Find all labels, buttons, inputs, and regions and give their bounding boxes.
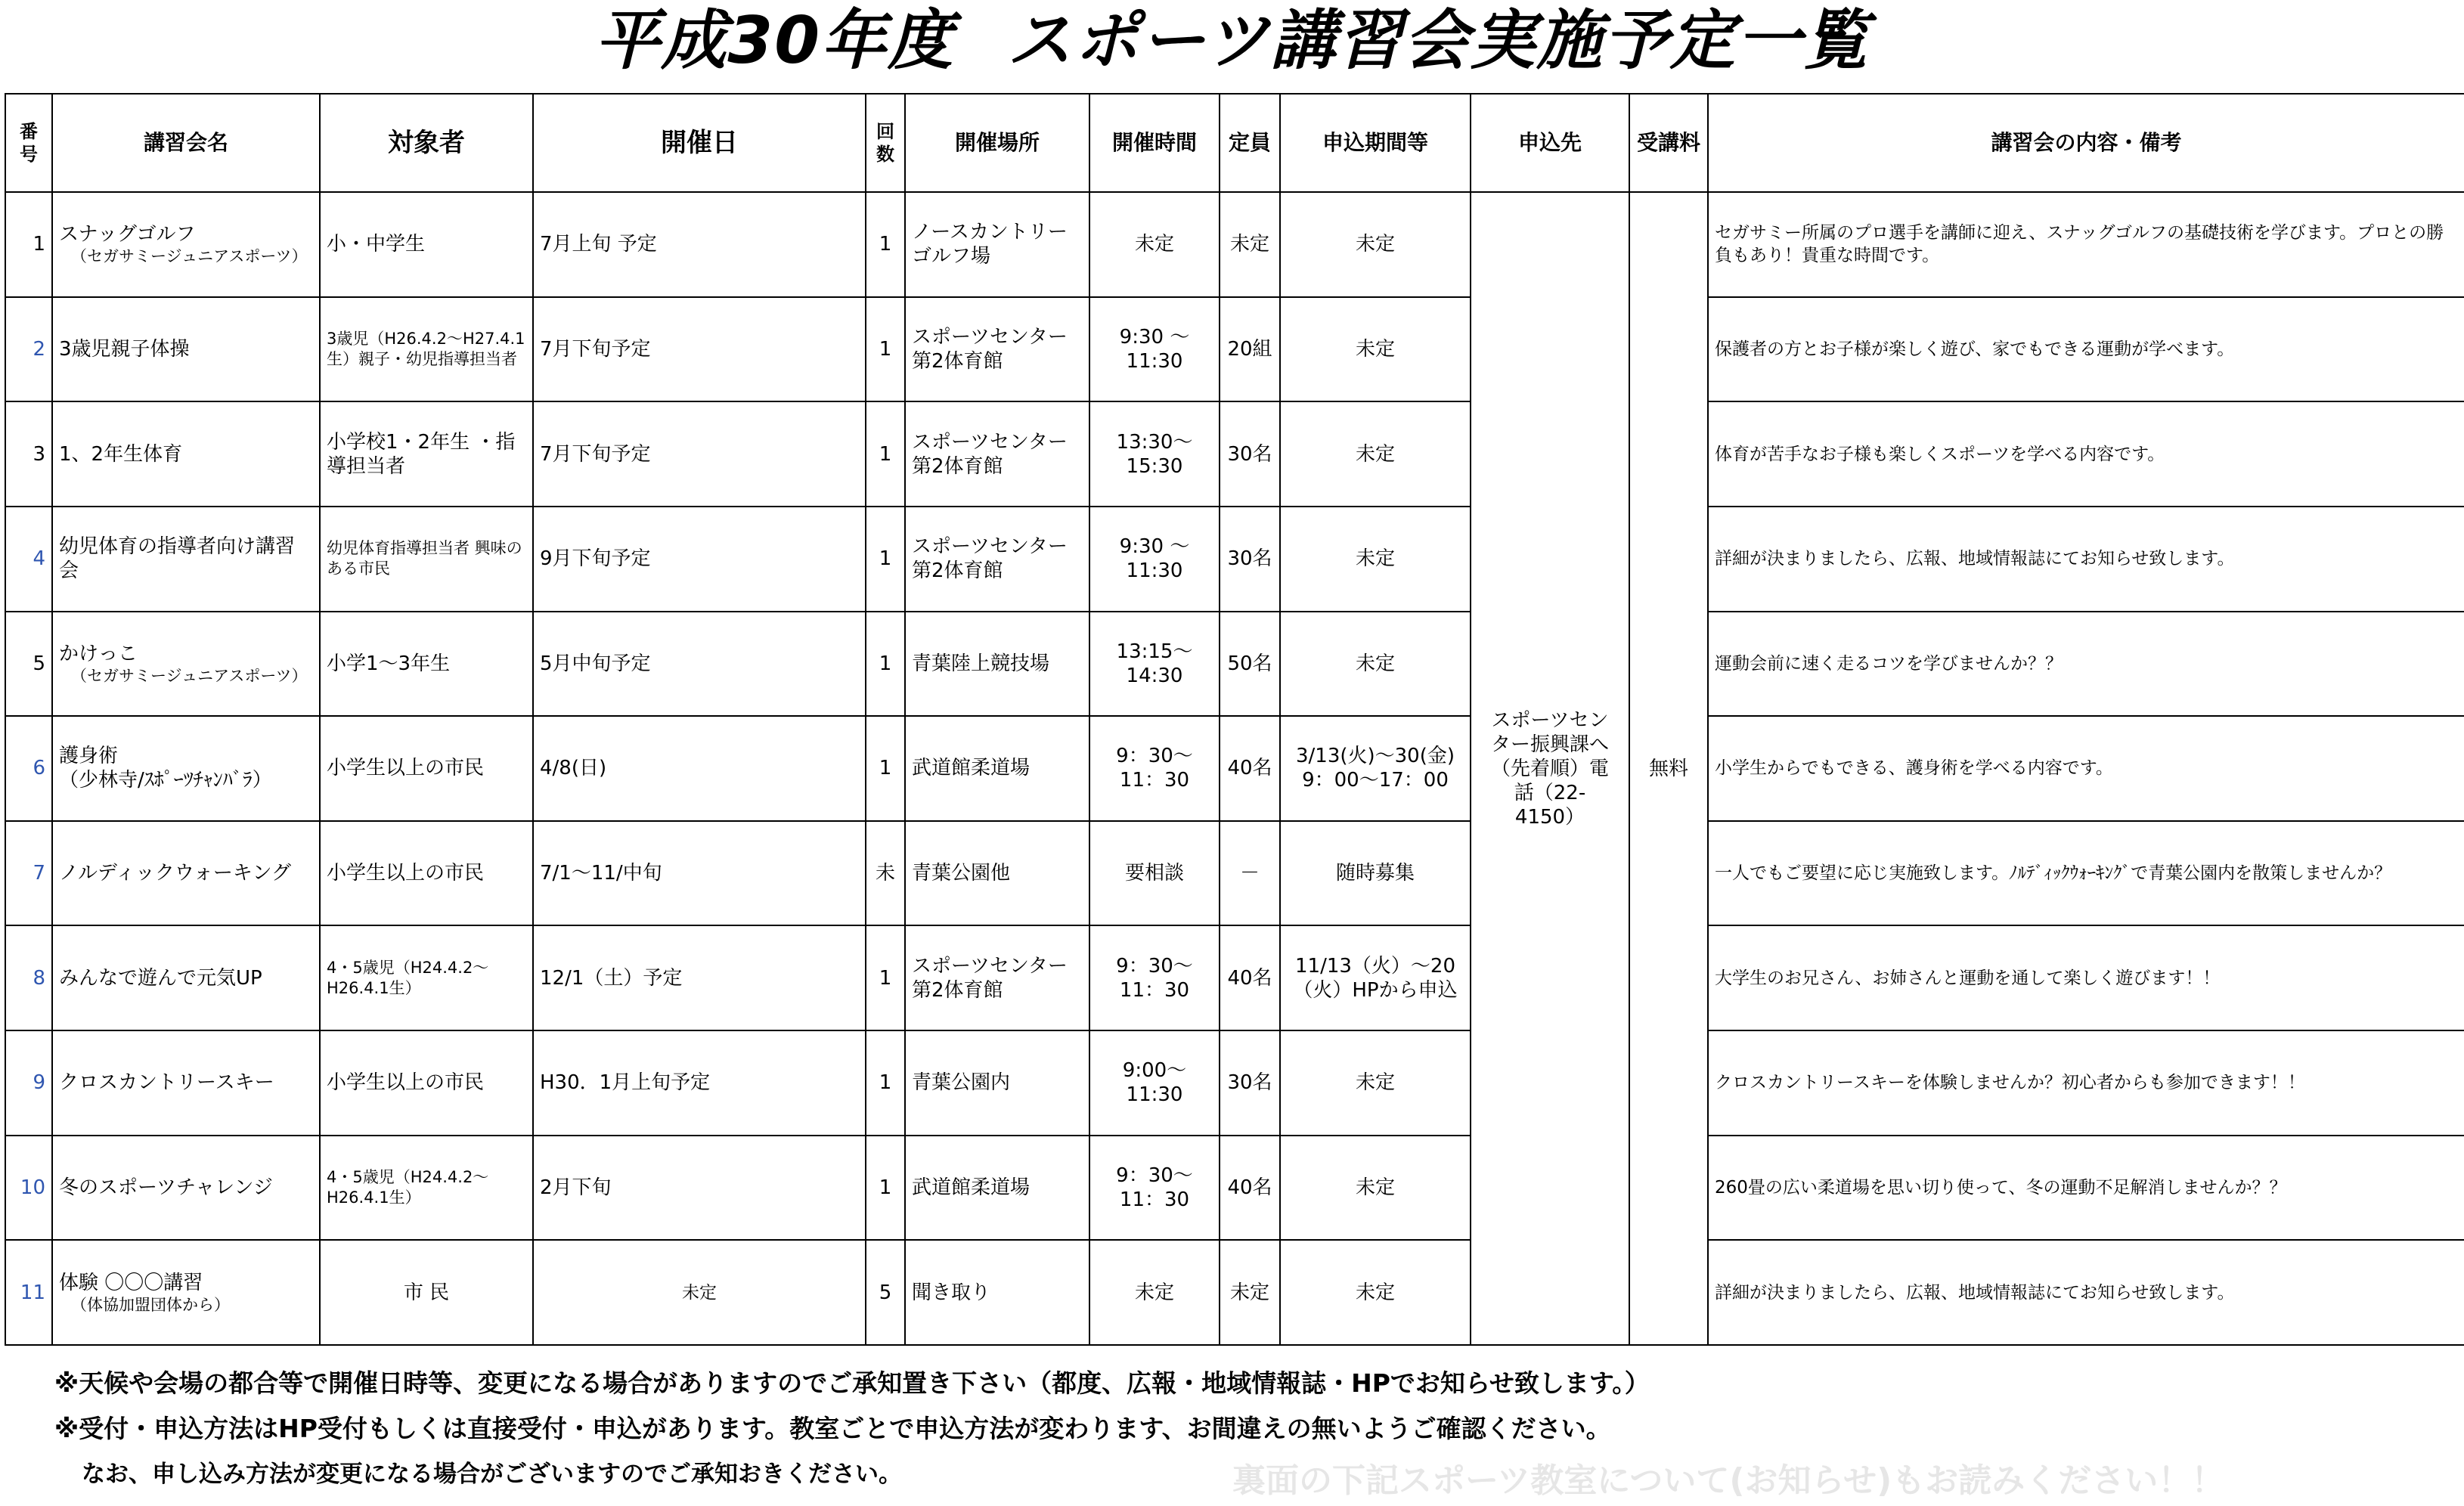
row-period: 未定: [1280, 192, 1471, 297]
row-count: 1: [866, 612, 905, 717]
title-year: 平成30年度: [594, 3, 955, 79]
table-row: [5, 925, 2464, 1030]
row-time: 9：30～11：30: [1089, 1136, 1220, 1241]
header-notes: 講習会の内容・備考: [1708, 94, 2464, 192]
footnote-3: なお、申し込み方法が変更になる場合がございますのでご承知おきください。: [82, 1461, 902, 1488]
row-capacity: 30名: [1220, 1030, 1280, 1136]
row-no: 5: [5, 612, 52, 717]
row-notes: 体育が苦手なお子様も楽しくスポーツを学べる内容です。: [1708, 401, 2464, 507]
back-side-notice: 裏面の下記スポーツ教室について(お知らせ)もお読みください！！: [1232, 1461, 2225, 1500]
table-row: [5, 1030, 2464, 1136]
row-name: 幼児体育の指導者向け講習会: [52, 507, 320, 612]
header-date: 開催日: [533, 94, 866, 192]
row-time: 9：30～11：30: [1089, 925, 1220, 1030]
row-notes: クロスカントリースキーを体験しませんか？初心者からも参加できます！！: [1708, 1030, 2464, 1136]
row-name: ノルディックウォーキング: [52, 821, 320, 926]
table-row: [5, 1240, 2464, 1345]
row-notes: 詳細が決まりましたら、広報、地域情報誌にてお知らせ致します。: [1708, 1240, 2464, 1345]
header-row: [5, 94, 2464, 192]
row-count: 1: [866, 925, 905, 1030]
row-notes: 一人でもご要望に応じ実施致します。ﾉﾙﾃﾞｨｯｸｳｫｰｷﾝｸﾞで青葉公園内を散策しませんか？: [1708, 821, 2464, 926]
row-name-sub: （体協加盟団体から）: [71, 1295, 230, 1314]
row-date: H30．1月上旬予定: [533, 1030, 866, 1136]
schedule-table: [5, 93, 2464, 1346]
row-time: 未定: [1089, 1240, 1220, 1345]
header-venue: 開催場所: [905, 94, 1089, 192]
row-target: 小学校1・2年生 ・指導担当者: [320, 401, 533, 507]
table-row: [5, 821, 2464, 926]
row-name-main: スナッグゴルフ: [59, 223, 196, 246]
row-no: 1: [5, 192, 52, 297]
row-date: 4/8(日): [533, 716, 866, 821]
header-apply-to: 申込先: [1471, 94, 1629, 192]
row-time: 未定: [1089, 192, 1220, 297]
row-no: 3: [5, 401, 52, 507]
row-name: [52, 1240, 320, 1345]
row-target: 幼児体育指導担当者 興味のある市民: [320, 507, 533, 612]
row-no: 10: [5, 1136, 52, 1241]
row-count: 1: [866, 716, 905, 821]
row-time: 9:30 ～11:30: [1089, 297, 1220, 402]
row-date: 7月下旬予定: [533, 401, 866, 507]
row-period: 未定: [1280, 297, 1471, 402]
row-name: 3歳児親子体操: [52, 297, 320, 402]
row-capacity: 未定: [1220, 1240, 1280, 1345]
row-count: 1: [866, 401, 905, 507]
row-capacity: 30名: [1220, 401, 1280, 507]
row-name: [52, 192, 320, 297]
row-count: 1: [866, 192, 905, 297]
row-target: 小学生以上の市民: [320, 716, 533, 821]
row-no: 11: [5, 1240, 52, 1345]
page-title: [0, 5, 2464, 77]
row-venue: 青葉公園他: [905, 821, 1089, 926]
row-name: 1、2年生体育: [52, 401, 320, 507]
row-name-sub: （セガサミージュニアスポーツ）: [71, 666, 308, 685]
table-row: [5, 612, 2464, 717]
row-name-main: かけっこ: [59, 642, 138, 665]
row-time: 13:15～14:30: [1089, 612, 1220, 717]
row-notes: 小学生からでもできる、護身術を学べる内容です。: [1708, 716, 2464, 821]
row-notes: セガサミー所属のプロ選手を講師に迎え、スナッグゴルフの基礎技術を学びます。プロとの勝負もあり！貴重な時間です。: [1708, 192, 2464, 297]
row-count: 1: [866, 1136, 905, 1241]
row-period: 未定: [1280, 1136, 1471, 1241]
header-no: 番号: [5, 94, 52, 192]
row-period: 未定: [1280, 401, 1471, 507]
row-notes: 詳細が決まりましたら、広報、地域情報誌にてお知らせ致します。: [1708, 507, 2464, 612]
row-time: 要相談: [1089, 821, 1220, 926]
row-name-main: 護身術: [59, 745, 119, 768]
row-notes: 260畳の広い柔道場を思い切り使って、冬の運動不足解消しませんか？？: [1708, 1136, 2464, 1241]
row-no: 2: [5, 297, 52, 402]
header-capacity: 定員: [1220, 94, 1280, 192]
row-venue: ノースカントリーゴルフ場: [905, 192, 1089, 297]
table-row: [5, 1136, 2464, 1241]
row-date: 未定: [533, 1240, 866, 1345]
row-period: 未定: [1280, 1240, 1471, 1345]
row-target: 小学1～3年生: [320, 612, 533, 717]
row-date: 2月下旬: [533, 1136, 866, 1241]
row-date: 7月下旬予定: [533, 297, 866, 402]
row-date: 7月上旬 予定: [533, 192, 866, 297]
apply-to-cell: スポーツセンター振興課へ（先着順）電話（22-4150）: [1471, 192, 1629, 1345]
row-no: 8: [5, 925, 52, 1030]
row-time: 9:00～11:30: [1089, 1030, 1220, 1136]
row-date: 5月中旬予定: [533, 612, 866, 717]
row-name: 冬のスポーツチャレンジ: [52, 1136, 320, 1241]
row-target: 4・5歳児（H24.4.2～H26.4.1生）: [320, 925, 533, 1030]
row-count: 5: [866, 1240, 905, 1345]
row-name: みんなで遊んで元気UP: [52, 925, 320, 1030]
row-name: クロスカントリースキー: [52, 1030, 320, 1136]
row-venue: スポーツセンター第2体育館: [905, 297, 1089, 402]
row-capacity: 40名: [1220, 925, 1280, 1030]
row-count: 1: [866, 507, 905, 612]
row-name-main: 体験 〇〇〇講習: [59, 1271, 203, 1294]
header-name: 講習会名: [52, 94, 320, 192]
table-row: [5, 716, 2464, 821]
row-venue: 武道館柔道場: [905, 716, 1089, 821]
fee-cell: 無料: [1629, 192, 1708, 1345]
footnote-2: ※受付・申込方法はHP受付もしくは直接受付・申込があります。教室ごとで申込方法が変わります、お間違えの無いようご確認ください。: [54, 1414, 1611, 1443]
table-row: [5, 401, 2464, 507]
row-venue: スポーツセンター第2体育館: [905, 507, 1089, 612]
row-target: 小学生以上の市民: [320, 1030, 533, 1136]
row-time: 9：30～11：30: [1089, 716, 1220, 821]
header-fee: 受講料: [1629, 94, 1708, 192]
row-date: 12/1（土）予定: [533, 925, 866, 1030]
row-name-sub: （少林寺/ｽﾎﾟｰﾂﾁｬﾝﾊﾞﾗ）: [59, 769, 272, 792]
row-target: 小・中学生: [320, 192, 533, 297]
table-row: [5, 297, 2464, 402]
row-capacity: －: [1220, 821, 1280, 926]
header-period: 申込期間等: [1280, 94, 1471, 192]
row-capacity: 50名: [1220, 612, 1280, 717]
row-count: 未: [866, 821, 905, 926]
row-name: [52, 612, 320, 717]
row-count: 1: [866, 297, 905, 402]
row-time: 13:30～15:30: [1089, 401, 1220, 507]
row-count: 1: [866, 1030, 905, 1136]
row-venue: 聞き取り: [905, 1240, 1089, 1345]
row-target: 市 民: [320, 1240, 533, 1345]
row-period: 3/13(火)～30(金) 9：00～17：00: [1280, 716, 1471, 821]
row-name-sub: （セガサミージュニアスポーツ）: [71, 247, 308, 266]
row-date: 7/1～11/中旬: [533, 821, 866, 926]
row-capacity: 20組: [1220, 297, 1280, 402]
row-venue: スポーツセンター第2体育館: [905, 401, 1089, 507]
row-date: 9月下旬予定: [533, 507, 866, 612]
row-capacity: 40名: [1220, 1136, 1280, 1241]
footnote-1: ※天候や会場の都合等で開催日時等、変更になる場合がありますのでご承知置き下さい（都度、広報・地域情報誌・HPでお知らせ致します。）: [54, 1368, 1650, 1398]
row-notes: 運動会前に速く走るコツを学びませんか？？: [1708, 612, 2464, 717]
row-notes: 大学生のお兄さん、お姉さんと運動を通して楽しく遊びます！！: [1708, 925, 2464, 1030]
header-time: 開催時間: [1089, 94, 1220, 192]
row-period: 未定: [1280, 612, 1471, 717]
table-row: [5, 192, 2464, 297]
row-name: [52, 716, 320, 821]
row-no: 6: [5, 716, 52, 821]
row-period: 随時募集: [1280, 821, 1471, 926]
title-main: スポーツ講習会実施予定一覧: [1007, 3, 1870, 79]
row-notes: 保護者の方とお子様が楽しく遊び、家でもできる運動が学べます。: [1708, 297, 2464, 402]
row-period: 未定: [1280, 507, 1471, 612]
row-period: 未定: [1280, 1030, 1471, 1136]
row-target: 4・5歳児（H24.4.2～H26.4.1生）: [320, 1136, 533, 1241]
row-target: 3歳児（H26.4.2～H27.4.1生）親子・幼児指導担当者: [320, 297, 533, 402]
row-venue: 武道館柔道場: [905, 1136, 1089, 1241]
row-target: 小学生以上の市民: [320, 821, 533, 926]
row-time: 9:30 ～11:30: [1089, 507, 1220, 612]
row-no: 7: [5, 821, 52, 926]
row-venue: スポーツセンター第2体育館: [905, 925, 1089, 1030]
row-capacity: 40名: [1220, 716, 1280, 821]
row-period: 11/13（火）～20（火）HPから申込: [1280, 925, 1471, 1030]
row-venue: 青葉公園内: [905, 1030, 1089, 1136]
row-no: 9: [5, 1030, 52, 1136]
header-count: 回数: [866, 94, 905, 192]
row-capacity: 未定: [1220, 192, 1280, 297]
header-target: 対象者: [320, 94, 533, 192]
row-capacity: 30名: [1220, 507, 1280, 612]
row-no: 4: [5, 507, 52, 612]
table-row: [5, 507, 2464, 612]
row-venue: 青葉陸上競技場: [905, 612, 1089, 717]
